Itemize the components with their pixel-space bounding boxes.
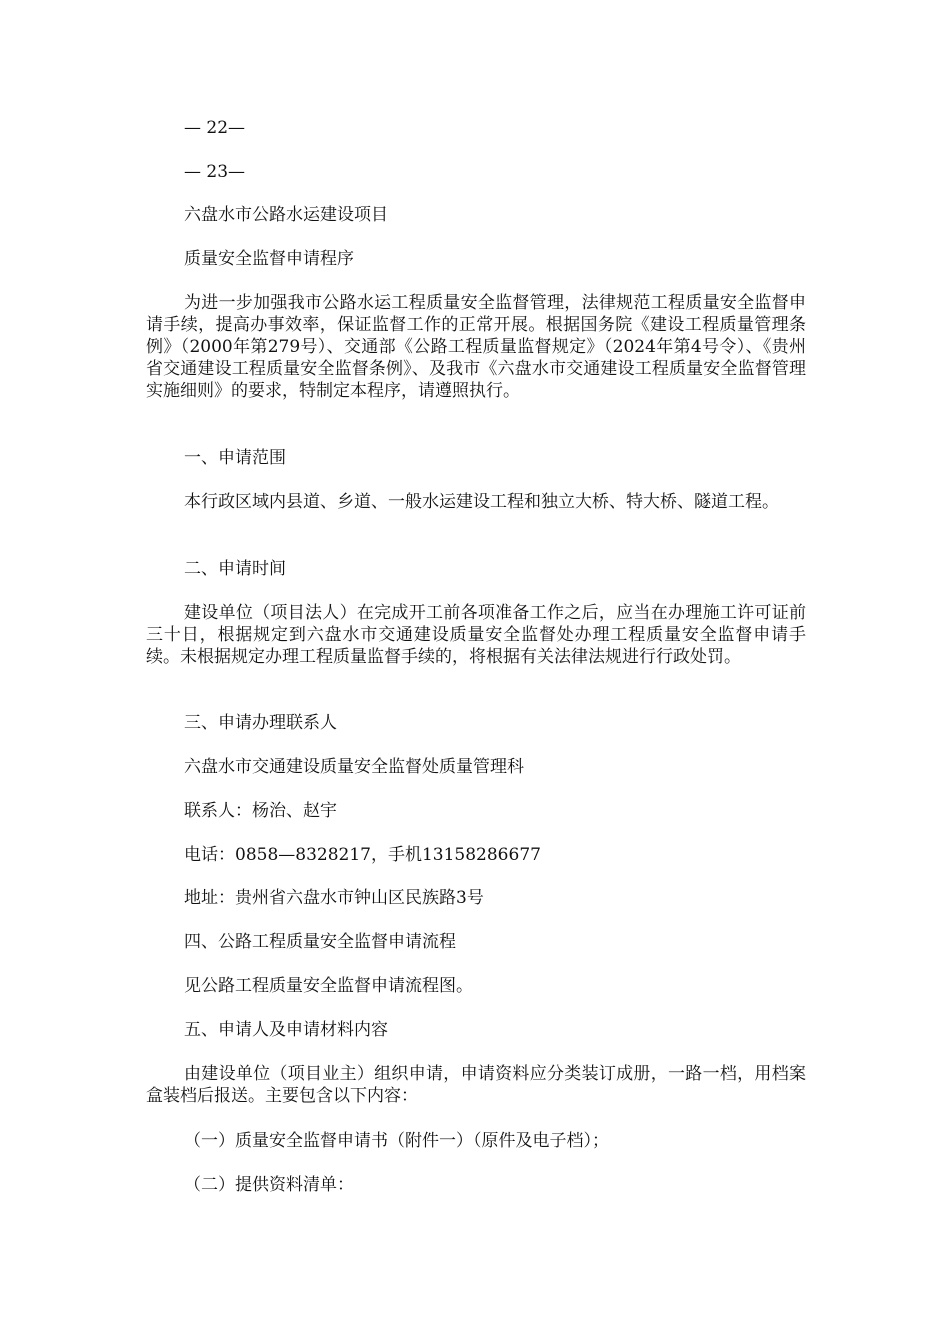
section-3-phone: 电话：0858—8328217，手机13158286677 xyxy=(184,845,541,865)
page-number-mark: — 22— xyxy=(184,118,246,138)
section-3-organization: 六盘水市交通建设质量安全监督处质量管理科 xyxy=(184,757,524,777)
section-5-body: 由建设单位（项目业主）组织申请，申请资料应分类装订成册，一路一档，用档案盒装档后报送。主要包含以下内容： xyxy=(146,1064,806,1106)
section-2-heading: 二、申请时间 xyxy=(184,559,286,579)
section-1-body: 本行政区域内县道、乡道、一般水运建设工程和独立大桥、特大桥、隧道工程。 xyxy=(184,492,779,512)
document-title-line-2: 质量安全监督申请程序 xyxy=(184,249,354,269)
section-5-item-2: （二）提供资料清单： xyxy=(184,1175,354,1195)
section-1-heading: 一、申请范围 xyxy=(184,448,286,468)
section-4-heading: 四、公路工程质量安全监督申请流程 xyxy=(184,932,456,952)
section-5-item-1: （一）质量安全监督申请书（附件一）（原件及电子档）； xyxy=(184,1131,609,1151)
section-2-body: 建设单位（项目法人）在完成开工前各项准备工作之后，应当在办理施工许可证前三十日，根据规定到六盘水市交通建设质量安全监督处办理工程质量安全监督申请手续。未根据规定办理工程质量监督手续的，将根据有关法律法规进行行政处罚。 xyxy=(146,603,806,667)
document-title-line-1: 六盘水市公路水运建设项目 xyxy=(184,205,388,225)
section-3-contact: 联系人：杨治、赵宇 xyxy=(184,801,337,821)
intro-paragraph: 为进一步加强我市公路水运工程质量安全监督管理，法律规范工程质量安全监督申请手续，提高办事效率，保证监督工作的正常开展。根据国务院《建设工程质量管理条例》（2000年第279号）、交通部《公路工程质量监督规定》（2024年第4号令）、《贵州省交通建设工程质量安全监督条例》、及我市《六盘水市交通建设工程质量安全监督管理实施细则》的要求，特制定本程序，请遵照执行。 xyxy=(146,293,806,401)
section-5-heading: 五、申请人及申请材料内容 xyxy=(184,1020,388,1040)
section-3-address: 地址：贵州省六盘水市钟山区民族路3号 xyxy=(184,888,484,908)
page-number-mark: — 23— xyxy=(184,162,246,182)
section-3-heading: 三、申请办理联系人 xyxy=(184,713,337,733)
section-4-body: 见公路工程质量安全监督申请流程图。 xyxy=(184,976,473,996)
